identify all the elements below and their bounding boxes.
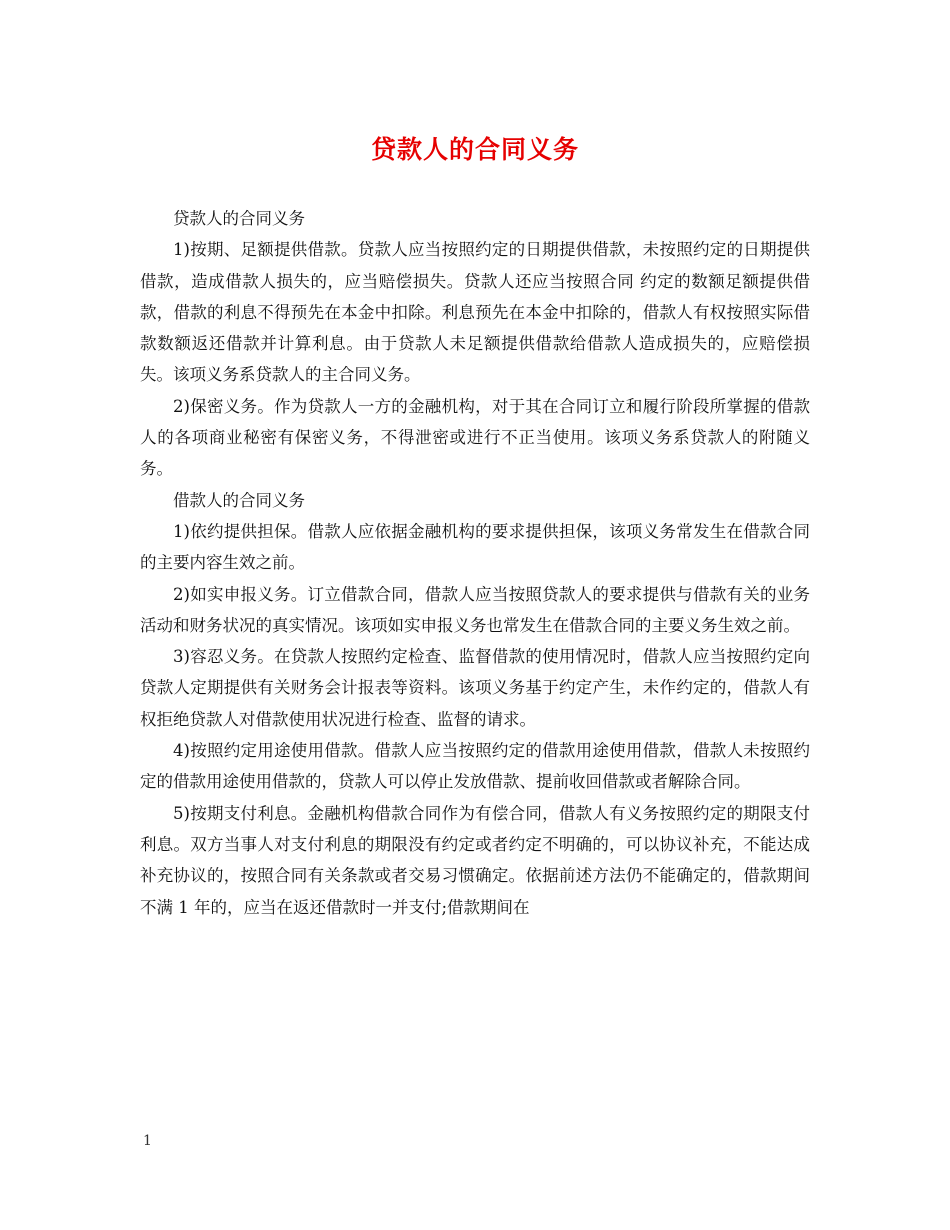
paragraph-borrower-duty-4: 4)按照约定用途使用借款。借款人应当按照约定的借款用途使用借款，借款人未按照约定的借款用途使用借款的，贷款人可以停止发放借款、提前收回借款或者解除合同。 bbox=[140, 741, 810, 792]
paragraph-borrower-duty-1: 1)依约提供担保。借款人应依据金融机构的要求提供担保，该项义务常发生在借款合同的主要内容生效之前。 bbox=[140, 521, 810, 573]
section-heading-lender: 贷款人的合同义务 bbox=[173, 209, 305, 228]
page-number: 1 bbox=[143, 1133, 152, 1149]
document-body bbox=[140, 203, 810, 923]
paragraph-borrower-duty-2: 2)如实申报义务。订立借款合同，借款人应当按照贷款人的要求提供与借款有关的业务活动和财务状况的真实情况。该项如实申报义务也常发生在借款合同的主要义务生效之前。 bbox=[140, 584, 810, 635]
paragraph-lender-duty-2: 2)保密义务。作为贷款人一方的金融机构，对于其在合同订立和履行阶段所掌握的借款人的各项商业秘密有保密义务，不得泄密或进行不正当使用。该项义务系贷款人的附随义务。 bbox=[140, 396, 810, 479]
document-title: 贷款人的合同义务 bbox=[370, 135, 579, 164]
section-heading-borrower: 借款人的合同义务 bbox=[173, 490, 305, 510]
paragraph-borrower-duty-5: 5)按期支付利息。金融机构借款合同作为有偿合同，借款人有义务按照约定的期限支付利息。双方当事人对支付利息的期限没有约定或者约定不明确的，可以协议补充，不能达成补充协议的，按照合同有关条款或者交易习惯确定。依据前述方法仍不能确定的，借款期间不满 1 年的，应当在返还借款时一并支付;借款期间在 bbox=[140, 803, 810, 917]
paragraph-lender-duty-1: 1)按期、足额提供借款。贷款人应当按照约定的日期提供借款，未按照约定的日期提供借款，造成借款人损失的，应当赔偿损失。贷款人还应当按照合同 约定的数额足额提供借款，借款的利息不得预先在本金中扣除。利息预先在本金中扣除的，借款人有权按照实际借款数额返还借款并计算利息。由于贷款人未足额提供借款给借款人造成损失的，应赔偿损失。该项义务系贷款人的主合同义务。 bbox=[140, 240, 810, 385]
paragraph-borrower-duty-3: 3)容忍义务。在贷款人按照约定检查、监督借款的使用情况时，借款人应当按照约定向贷款人定期提供有关财务会计报表等资料。该项义务基于约定产生，未作约定的，借款人有权拒绝贷款人对借款使用状况进行检查、监督的请求。 bbox=[140, 647, 810, 729]
